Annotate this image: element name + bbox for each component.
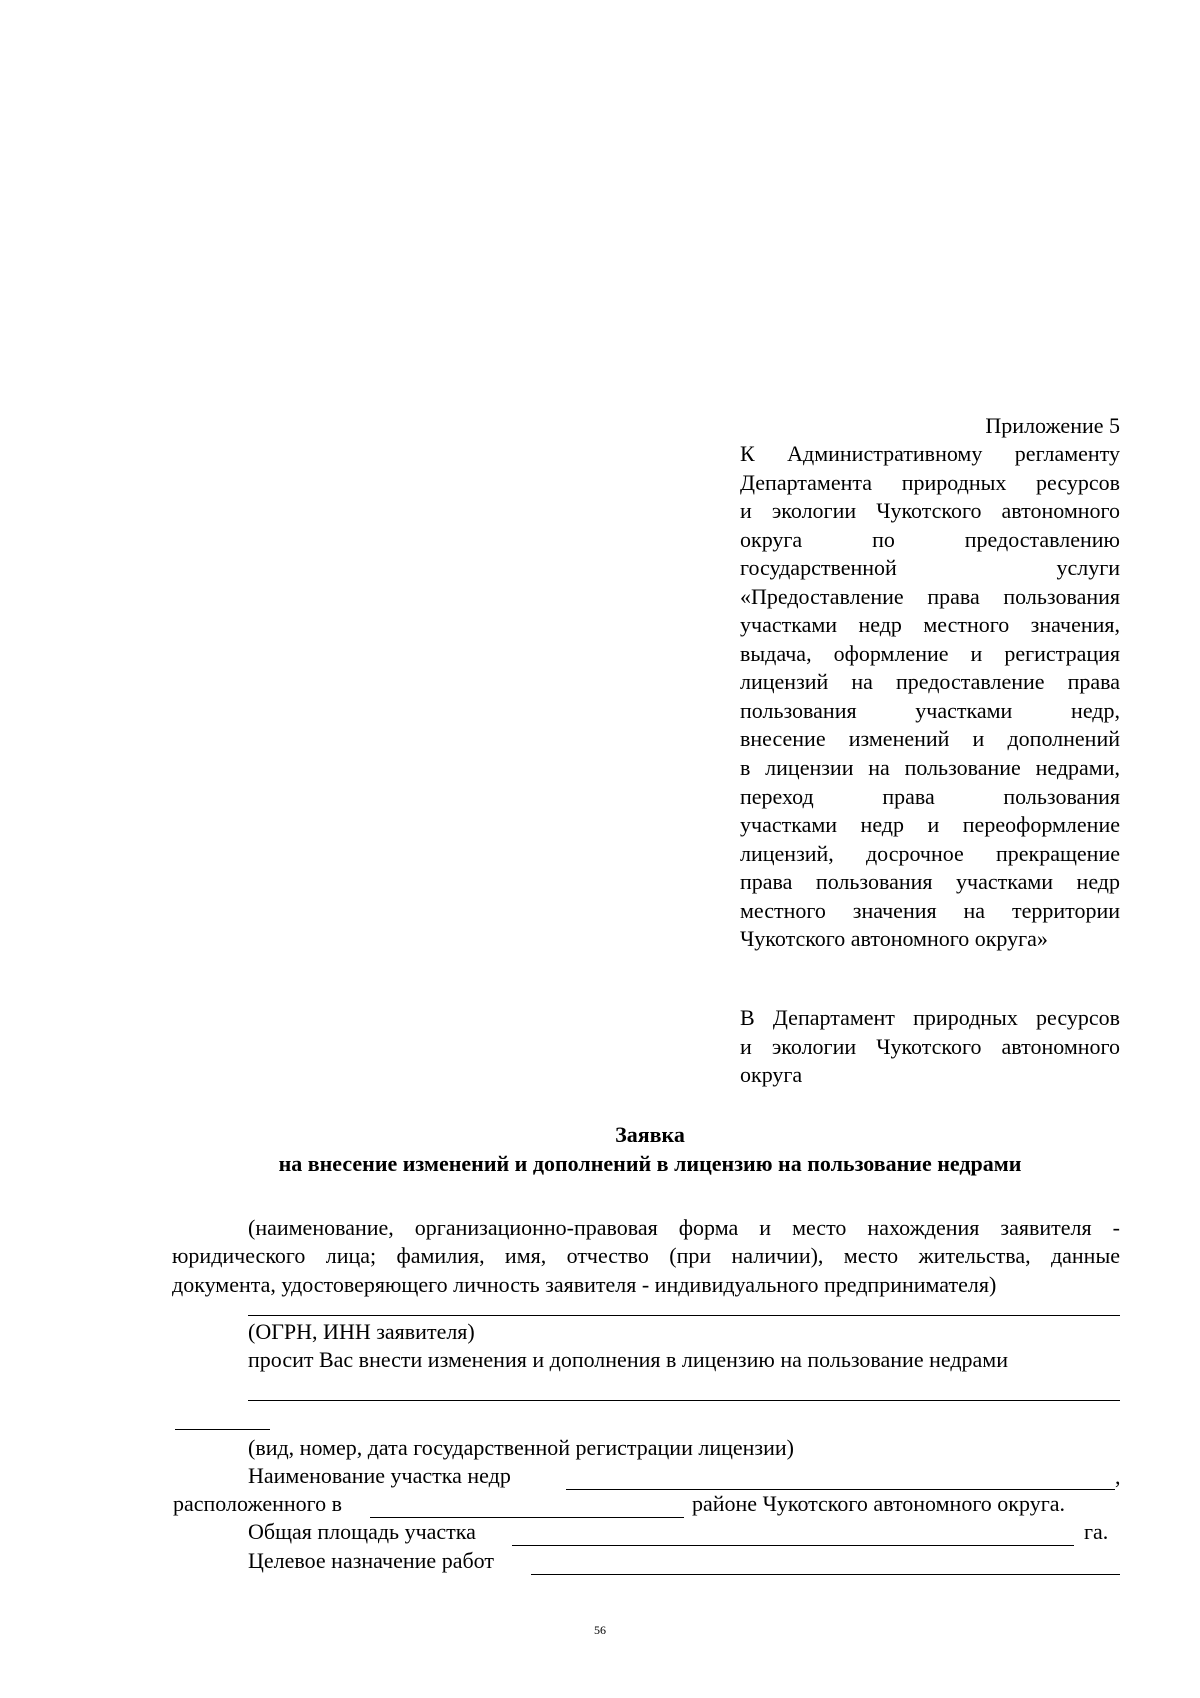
applicant-hint [172,1214,1120,1299]
appendix-line: лицензий, досрочное прекращение [740,840,1120,866]
applicant-hint-line: (наименование, организационно-правовая форма и место нахождения заявителя - [248,1215,1120,1240]
purpose-field[interactable] [531,1574,1120,1575]
area-field[interactable] [512,1545,1074,1546]
area-unit: га. [1084,1519,1109,1544]
appendix-line: в лицензии на пользование недрами, [740,755,1120,781]
appendix-title: Приложение 5 [985,413,1120,438]
appendix-line: К Административному регламенту [740,441,1120,466]
appendix-line: участками недр и переоформление [740,812,1120,838]
applicant-hint-line: юридического лица; фамилия, имя, отчество (при наличии), место жительства, данные [172,1243,1120,1269]
located-suffix: районе Чукотского автономного округа. [692,1491,1065,1516]
appendix-line: местного значения на территории [740,897,1120,923]
appendix-body [740,440,1120,954]
appendix-line: переход права пользования [740,783,1120,809]
purpose-label: Целевое назначение работ [248,1548,494,1573]
license-caption: (вид, номер, дата государственной регистрации лицензии) [248,1435,794,1460]
appendix-line: внесение изменений и дополнений [740,726,1120,752]
appendix-line: государственной услуги [740,555,1120,581]
document-title: Заявка [615,1122,685,1147]
recipient-block [740,1004,1120,1090]
license-field-continuation[interactable] [175,1429,270,1430]
appendix-line: округа по предоставлению [740,526,1120,552]
appendix-line: участками недр местного значения, [740,612,1120,638]
ogrn-caption: (ОГРН, ИНН заявителя) [248,1319,475,1344]
recipient-line: В Департамент природных ресурсов [740,1005,1120,1030]
area-label: Общая площадь участка [248,1519,476,1544]
recipient-line: и экологии Чукотского автономного [740,1033,1120,1059]
applicant-hint-line: документа, удостоверяющего личность заявителя - индивидуального предпринимателя) [172,1271,997,1297]
appendix-line: Департамента природных ресурсов [740,469,1120,495]
appendix-line: «Предоставление права пользования [740,583,1120,609]
subsoil-comma: , [1115,1464,1121,1489]
appendix-line: пользования участками недр, [740,697,1120,723]
located-label: расположенного в [173,1491,343,1516]
recipient-line: округа [740,1062,803,1087]
license-field[interactable] [248,1400,1120,1401]
request-text: просит Вас внести изменения и дополнения в лицензию на пользование недрами [248,1347,1008,1372]
appendix-line: лицензий на предоставление права [740,669,1120,695]
applicant-name-field[interactable] [248,1315,1120,1316]
document-subtitle: на внесение изменений и дополнений в лицензию на пользование недрами [278,1151,1022,1176]
appendix-line: и экологии Чукотского автономного [740,498,1120,524]
appendix-line: выдача, оформление и регистрация [740,640,1120,666]
appendix-line: права пользования участками недр [740,869,1120,895]
appendix-line: Чукотского автономного округа» [740,926,1048,952]
page-number: 56 [594,1623,606,1637]
subsoil-label: Наименование участка недр [248,1463,511,1488]
